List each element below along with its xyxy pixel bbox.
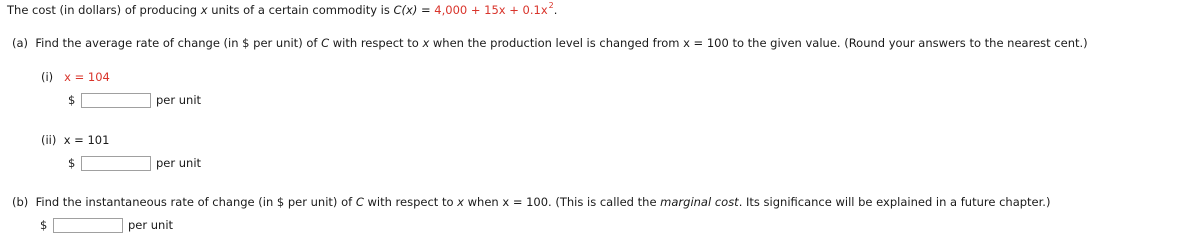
part-a-ii-label: (ii): [41, 133, 57, 147]
part-b-label: (b): [12, 195, 29, 209]
problem-statement: [7, 2, 557, 20]
part-a-question: (a) Find the average rate of change (in $ per unit) of C with respect to x when the production level is changed from x = 100 to the given value. (Round your answers to the nearest cent.): [12, 36, 1088, 50]
part-a-ii-condition: [41, 132, 109, 148]
part-a-i-value: x = 104: [64, 70, 110, 84]
intro-prefix: The cost (in dollars) of producing: [7, 3, 201, 17]
part-b-answer-input[interactable]: [53, 218, 123, 233]
part-b-answer-row: [40, 216, 173, 234]
cost-function-expression: $4,000 + 15x + 0.1x^2$: [434, 1, 554, 17]
part-a-i-label: (i): [41, 70, 54, 84]
part-a-ii-answer-row: [68, 154, 201, 172]
part-b-question: (b) Find the instantaneous rate of change (in $ per unit) of C with respect to x when x = 100. (This is called the marginal cost. Its significance will be explained in a future chapter.): [12, 195, 1051, 209]
marginal-cost-term: marginal cost: [660, 195, 739, 209]
part-a-i-answer-row: [68, 91, 201, 109]
part-a-ii-answer-input[interactable]: [81, 156, 151, 171]
intro-end: .: [553, 3, 558, 17]
part-a-i-condition: [41, 69, 110, 85]
part-a-label: (a): [12, 36, 29, 50]
intro-func: C(x) =: [393, 3, 435, 17]
unit-label: per unit: [156, 156, 202, 170]
dollar-sign: $: [68, 93, 76, 107]
dollar-sign: $: [68, 156, 76, 170]
intro-var: x: [200, 3, 208, 17]
intro-mid: units of a certain commodity is: [207, 3, 394, 17]
part-a-i-answer-input[interactable]: [81, 93, 151, 108]
unit-label: per unit: [128, 218, 174, 232]
part-a-ii-value: x = 101: [63, 133, 110, 147]
dollar-sign: $: [40, 218, 48, 232]
unit-label: per unit: [156, 93, 202, 107]
